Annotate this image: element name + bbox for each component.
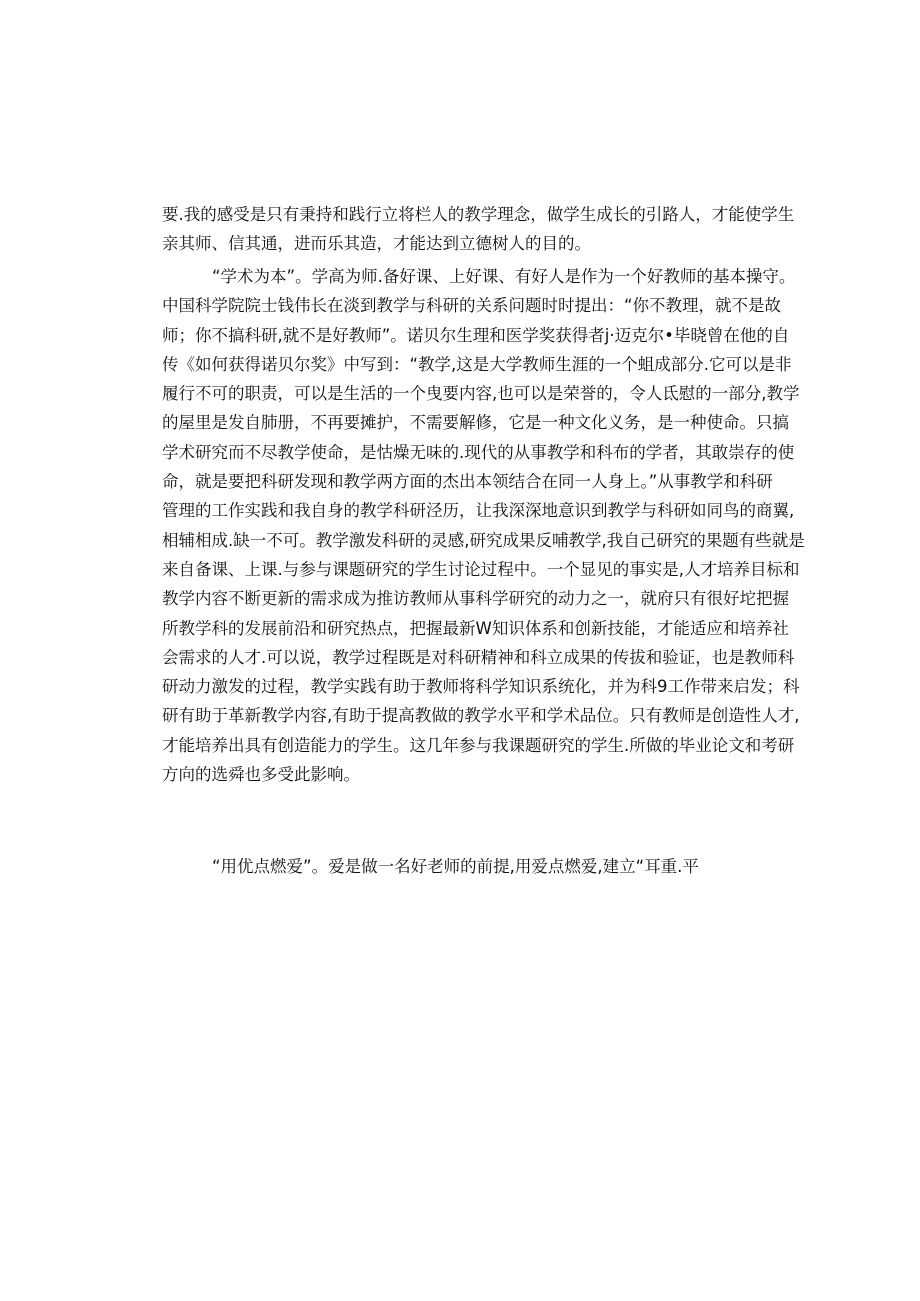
paragraph (162, 200, 795, 259)
text-line: 亲其师、信其通，进而乐其造，才能达到立德树人的目的。 (162, 234, 591, 254)
text-line: “用优点燃爱”。爱是做一名好老师的前提,用爱点燃爱,建立“耳重.平 (212, 857, 699, 876)
text-line: 学术研究而不尽教学使命，是怙燥无味的.现代的从事教学和科布的学者，其敢崇存的使 (162, 442, 795, 462)
text-line: “学术为本”。学高为师.备好课、上好课、有好人是作为一个好教师的基本操守。 (212, 267, 796, 286)
text-line: 来自备课、上课.与参与课题研究的学生讨论过程中。一个显见的事实是,人才培养目标和 (162, 559, 800, 579)
text-line: 研动力激发的过程，教学实践有助于教师将科学知识系统化，并为科9工作带来启发；科 (162, 677, 800, 697)
text-line: 的屋里是发自肺册，不再要摊护，不需要解修，它是一种文化义务，是一种使命。只搞 (162, 413, 789, 433)
text-line: 中国科学院院士钱伟长在淡到教学与科研的关系问题时时提出：“你不教理，就不是故 (162, 296, 782, 316)
paragraph (162, 262, 805, 789)
text-line: 履行不可的职责，可以是生活的一个曳要内容,也可以是荣誉的，令人氐慰的一部分,教学 (162, 384, 800, 404)
text-line: 管理的工作实践和我自身的教学科研泾历，让我深深地意识到教学与科研如同鸟的商翼, (162, 501, 795, 521)
text-line: 教学内容不断更新的需求成为推访教师从事科学研究的动力之一，就府只有很好坨把握 (162, 589, 789, 609)
text-line: 师；你不搞科研,就不是好教师”。诺贝尔生理和医学奖获得者j·迈克尔•毕晓曾在他的自 (162, 325, 790, 345)
text-line: 研有助于革新教学内容,有助于提高教做的教学水平和学术品位。只有教师是创造性人才, (162, 706, 800, 726)
text-line: 传《如何获得诺贝尔奖》中写到：“教学,这是大学教师生涯的一个蛆成部分.它可以是非 (162, 354, 792, 374)
text-line: 才能培养出具有创造能力的学生。这几年参与我课题研究的学生.所做的毕业论文和考研 (162, 735, 795, 755)
text-line: 所教学科的发展前沿和研究热点，把握最新W知识体系和创新技能，才能适应和培养社 (162, 618, 789, 638)
paragraph (162, 852, 760, 881)
text-line: 命，就是要把科研发现和教学两方面的杰出本领结合在同一人身上。”从事教学和科研 (162, 472, 773, 492)
text-line: 相辅相成.缺一不可。教学激发科研的灵感,研究成果反哺教学,我自己研究的果题有些就是 (162, 530, 805, 550)
text-line: 要.我的感受是只有秉持和践行立将栏人的教学理念，做学生成长的引路人，才能使学生 (162, 205, 795, 224)
text-line: 方向的选舜也多受此影响。 (162, 765, 360, 785)
text-line: 会需求的人才.可以说，教学过程既是对科研精神和科立成果的传拔和验证，也是教师科 (162, 647, 795, 667)
